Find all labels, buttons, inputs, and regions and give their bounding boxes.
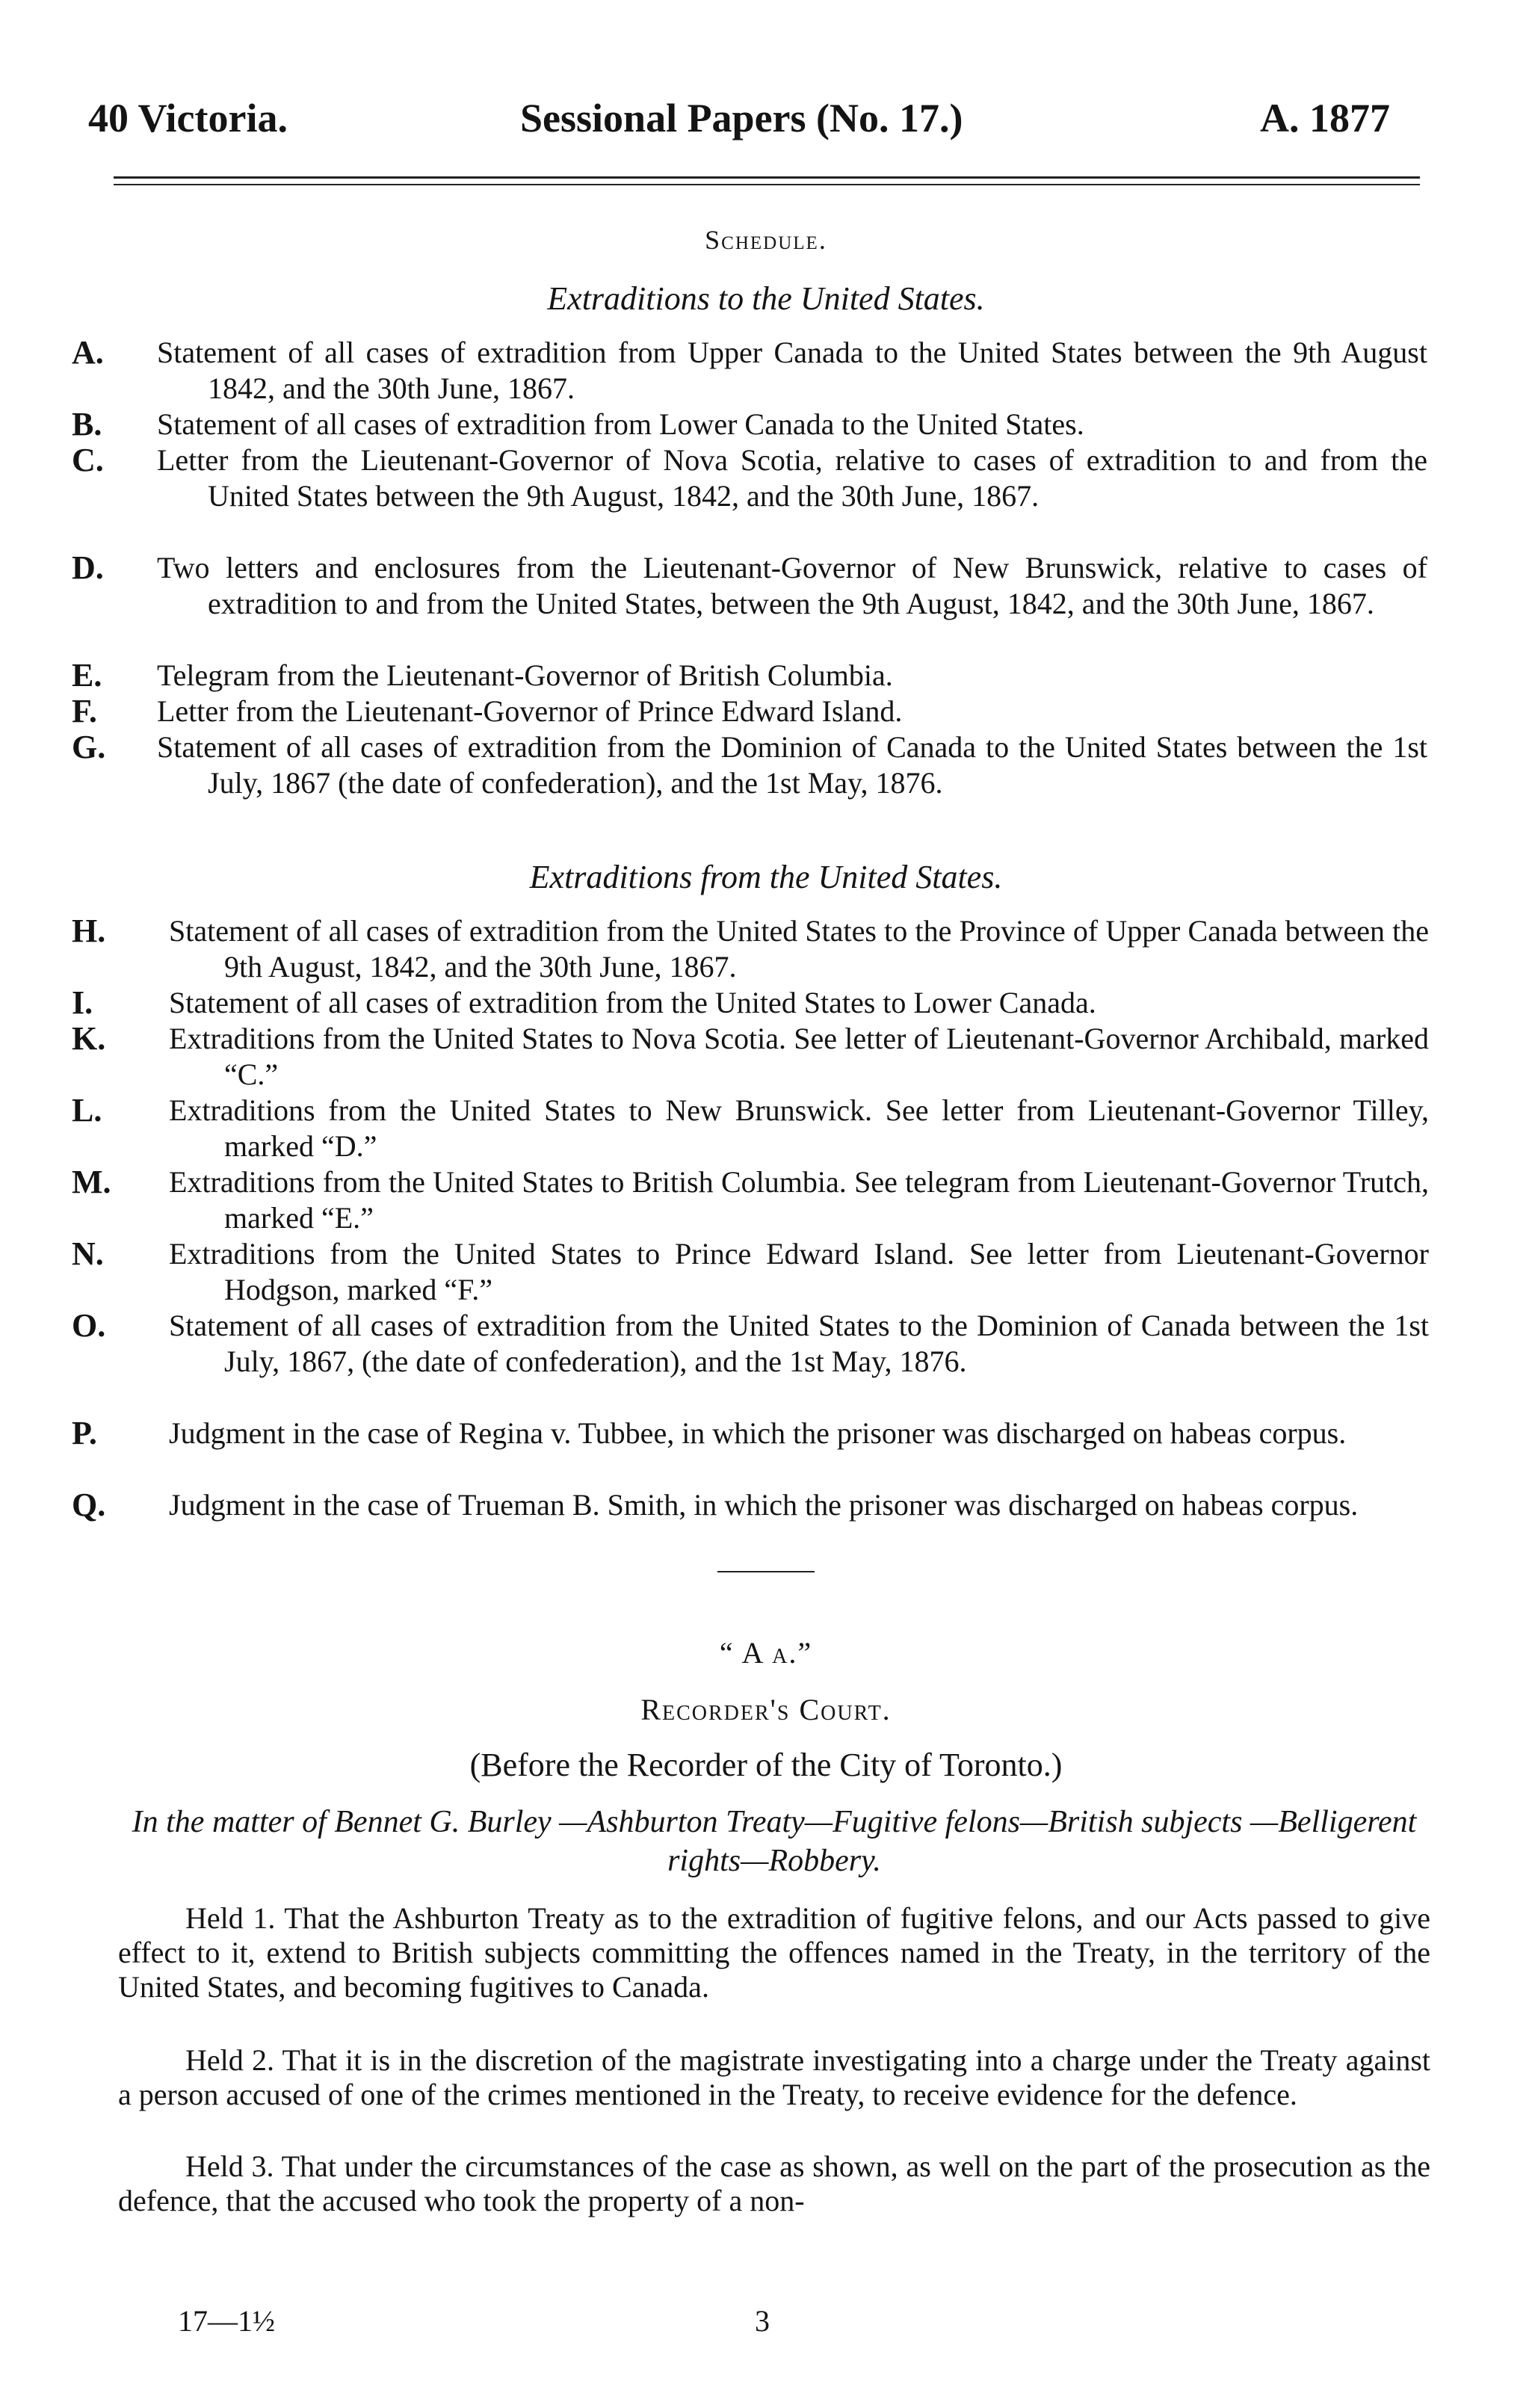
court-heading: Recorder's Court. — [640, 1693, 892, 1726]
item-text: Statement of all cases of extradition from the Dominion of Canada to the United States between the 1st July, 1867 (the date of confederation), and the 1st May, 1876. — [157, 730, 1427, 800]
heading-from-us: Extraditions from the United States. — [529, 859, 1003, 895]
item-text: Extraditions from the United States to Nova Scotia. See letter of Lieutenant-Governor Archibald, marked “C.” — [169, 1022, 1429, 1091]
item-text: Letter from the Lieutenant-Governor of Prince Edward Island. — [157, 694, 903, 728]
item-text: Statement of all cases of extradition from Lower Canada to the United States. — [157, 407, 1084, 441]
item-text: Letter from the Lieutenant-Governor of Nova Scotia, relative to cases of extradition to and from the United States between the 9th August, 1842, and the 30th June, 1867. — [157, 443, 1427, 513]
item-letter: G. — [72, 729, 106, 765]
section-divider — [717, 1571, 815, 1572]
case-title: In the matter of Bennet G. Burley —Ashburton Treaty—Fugitive felons—British subjects —Belligerent rights—Robbery. — [132, 1805, 1417, 1878]
header-rule-top — [114, 176, 1420, 179]
signature-mark: 17—1½ — [178, 2304, 275, 2338]
heading-to-us: Extraditions to the United States. — [547, 280, 985, 317]
item-text: Extraditions from the United States to British Columbia. See telegram from Lieutenant-Governor Trutch, marked “E.” — [169, 1165, 1429, 1235]
item-text: Telegram from the Lieutenant-Governor of British Columbia. — [157, 658, 893, 692]
section-mark-aa: “ A a.” — [719, 1636, 813, 1670]
item-text: Judgment in the case of Trueman B. Smith, in which the prisoner was discharged on habeas corpus. — [169, 1488, 1359, 1522]
page-number: 3 — [755, 2304, 770, 2338]
item-letter: L. — [72, 1092, 102, 1129]
header-year: A. 1877 — [1260, 96, 1390, 141]
item-text: Two letters and enclosures from the Lieutenant-Governor of New Brunswick, relative to cases of extradition to and from the United States, between the 9th August, 1842, and the 30th June, 1867. — [157, 551, 1427, 620]
item-letter: N. — [72, 1235, 104, 1272]
item-text: Statement of all cases of extradition from the United States to the Province of Upper Canada between the 9th August, 1842, and the 30th June, 1867. — [169, 914, 1429, 984]
item-letter: E. — [72, 657, 102, 694]
header-rule-bottom — [114, 184, 1420, 185]
item-letter: B. — [72, 406, 102, 442]
item-letter: P. — [72, 1415, 97, 1451]
item-letter: C. — [72, 442, 104, 478]
item-letter: A. — [72, 334, 104, 371]
schedule-title: Schedule. — [705, 225, 827, 255]
item-letter: H. — [72, 913, 106, 949]
held-paragraph-3: Held 3. That under the circumstances of the case as shown, as well on the part of the prosecution as the defence, that the accused who took the property of a non- — [118, 2149, 1430, 2217]
header-volume: 40 Victoria. — [88, 96, 288, 141]
item-text: Judgment in the case of Regina v. Tubbee, in which the prisoner was discharged on habeas corpus. — [169, 1416, 1347, 1450]
item-text: Statement of all cases of extradition from the United States to the Dominion of Canada between the 1st July, 1867, (the date of confederation), and the 1st May, 1876. — [169, 1309, 1429, 1378]
court-subheading: (Before the Recorder of the City of Toronto.) — [469, 1747, 1063, 1783]
item-letter: I. — [72, 984, 93, 1021]
item-text: Statement of all cases of extradition from the United States to Lower Canada. — [169, 986, 1096, 1019]
held-paragraph-1: Held 1. That the Ashburton Treaty as to the extradition of fugitive felons, and our Acts passed to give effect to it, extend to British subjects committing the offences named in the Treaty, in the territory of the United States, and becoming fugitives to Canada. — [118, 1901, 1430, 2004]
item-text: Statement of all cases of extradition from Upper Canada to the United States between the 9th August 1842, and the 30th June, 1867. — [157, 336, 1427, 405]
item-letter: O. — [72, 1307, 106, 1344]
item-letter: K. — [72, 1020, 106, 1057]
held-paragraph-2: Held 2. That it is in the discretion of the magistrate investigating into a charge under the Treaty against a person accused of one of the crimes mentioned in the Treaty, to receive evidence for the defence. — [118, 2043, 1430, 2111]
item-letter: Q. — [72, 1487, 106, 1523]
item-text: Extraditions from the United States to Prince Edward Island. See letter from Lieutenant-Governor Hodgson, marked “F.” — [169, 1237, 1429, 1306]
header-title: Sessional Papers (No. 17.) — [520, 96, 963, 141]
item-letter: M. — [72, 1164, 111, 1200]
item-text: Extraditions from the United States to New Brunswick. See letter from Lieutenant-Governor Tilley, marked “D.” — [169, 1093, 1429, 1163]
item-letter: F. — [72, 693, 97, 729]
item-letter: D. — [72, 549, 104, 586]
